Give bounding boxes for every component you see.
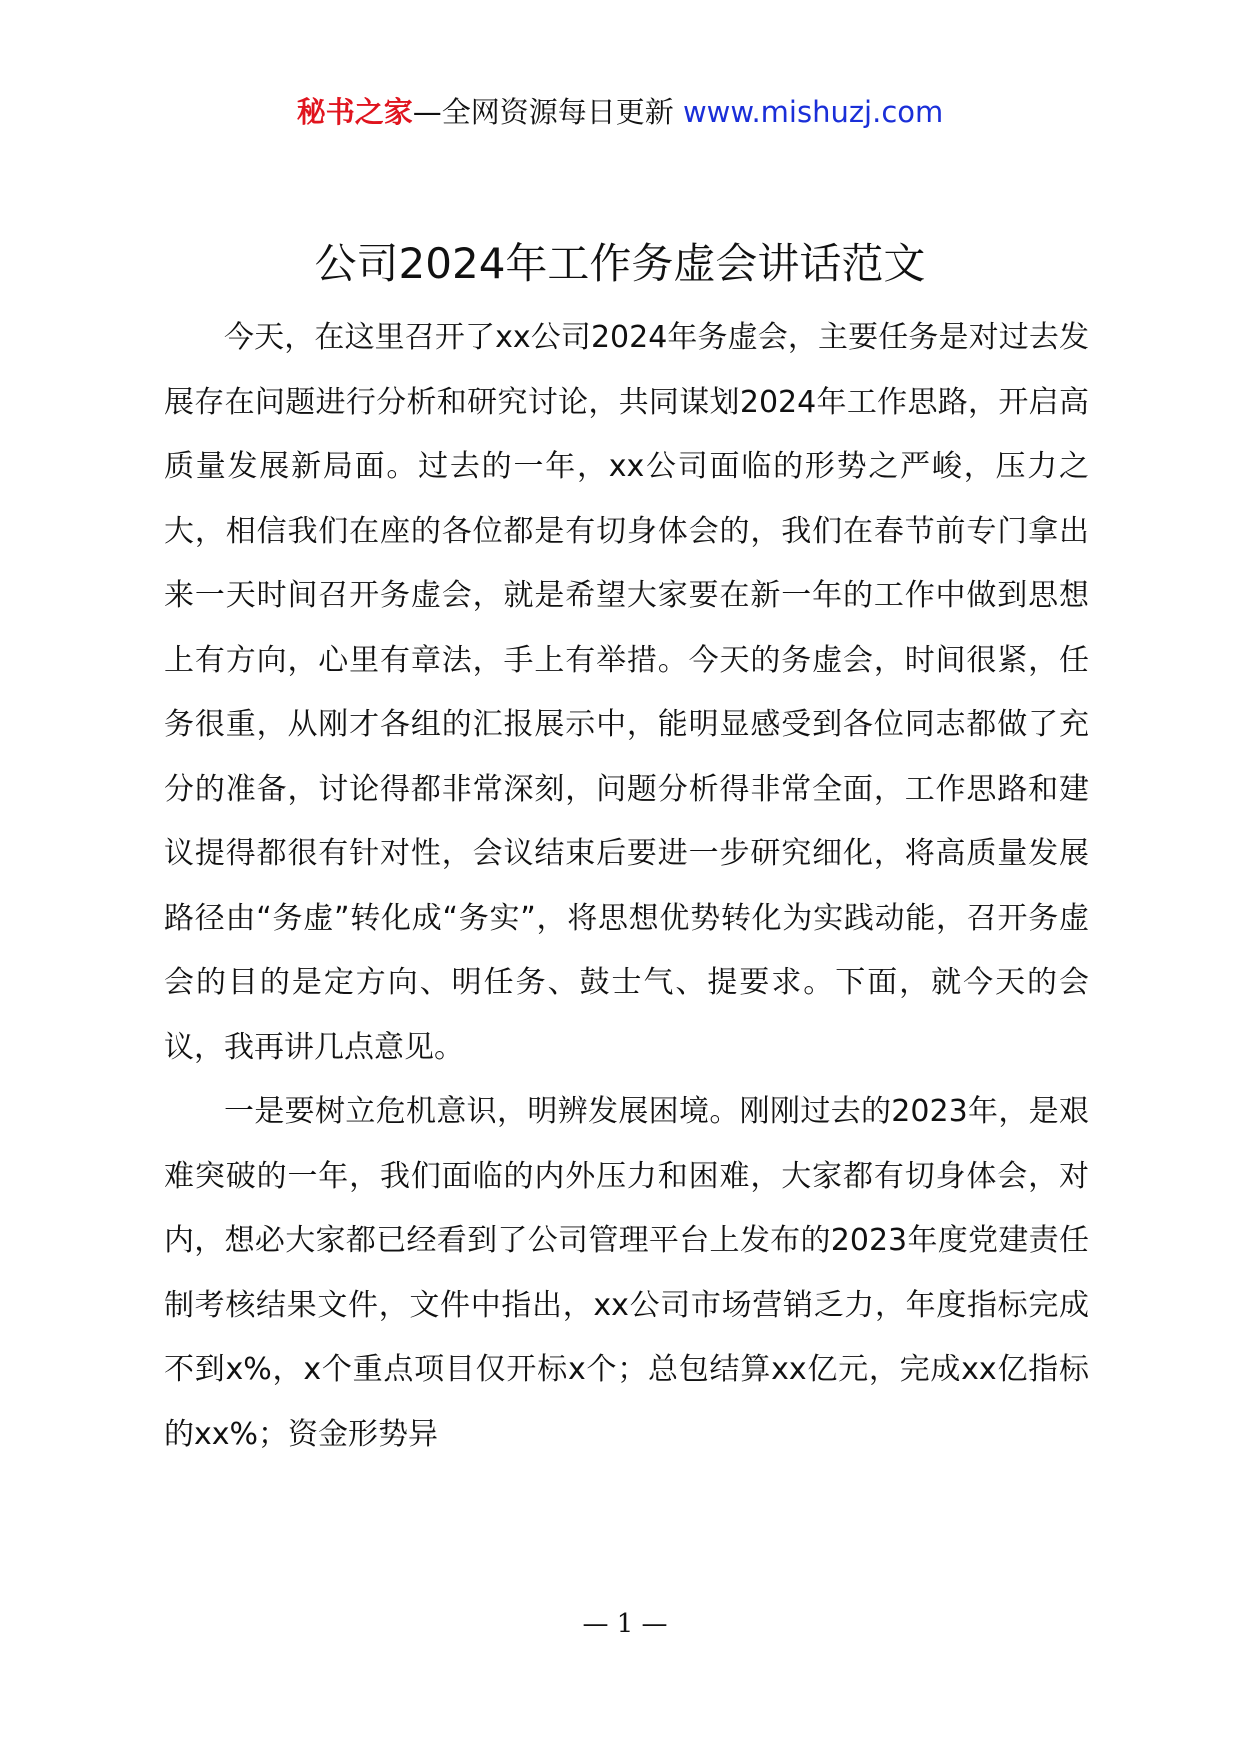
site-url-link[interactable]: www.mishuzj.com (682, 95, 944, 129)
site-brand: 秘书之家 (296, 95, 413, 129)
site-header (0, 92, 1240, 132)
document-body (164, 306, 1089, 1467)
paragraph-intro: 今天，在这里召开了xx公司2024年务虚会，主要任务是对过去发展存在问题进行分析和研究讨论，共同谋划2024年工作思路，开启高质量发展新局面。过去的一年，xx公司面临的形势之严峻，压力之大，相信我们在座的各位都是有切身体会的，我们在春节前专门拿出来一天时间召开务虚会，就是希望大家要在新一年的工作中做到思想上有方向，心里有章法，手上有举措。今天的务虚会，时间很紧，任务很重，从刚才各组的汇报展示中，能明显感受到各位同志都做了充分的准备，讨论得都非常深刻，问题分析得非常全面，工作思路和建议提得都很有针对性，会议结束后要进一步研究细化，将高质量发展路径由“务虚”转化成“务实”，将思想优势转化为实践动能，召开务虚会的目的是定方向、明任务、鼓士气、提要求。下面，就今天的会议，我再讲几点意见。 (164, 320, 1089, 1065)
document-title: 公司2024年工作务虚会讲话范文 (314, 239, 926, 288)
site-tagline: —全网资源每日更新 (412, 95, 674, 129)
page-number: — 1 — (582, 1609, 668, 1639)
paragraph-point-one: 一是要树立危机意识，明辨发展困境。刚刚过去的2023年，是艰难突破的一年，我们面临的内外压力和困难，大家都有切身体会，对内，想必大家都已经看到了公司管理平台上发布的2023年度党建责任制考核结果文件，文件中指出，xx公司市场营销乏力，年度指标完成不到x%，x个重点项目仅开标x个；总包结算xx亿元，完成xx亿指标的xx%；资金形势异 (164, 1094, 1089, 1452)
